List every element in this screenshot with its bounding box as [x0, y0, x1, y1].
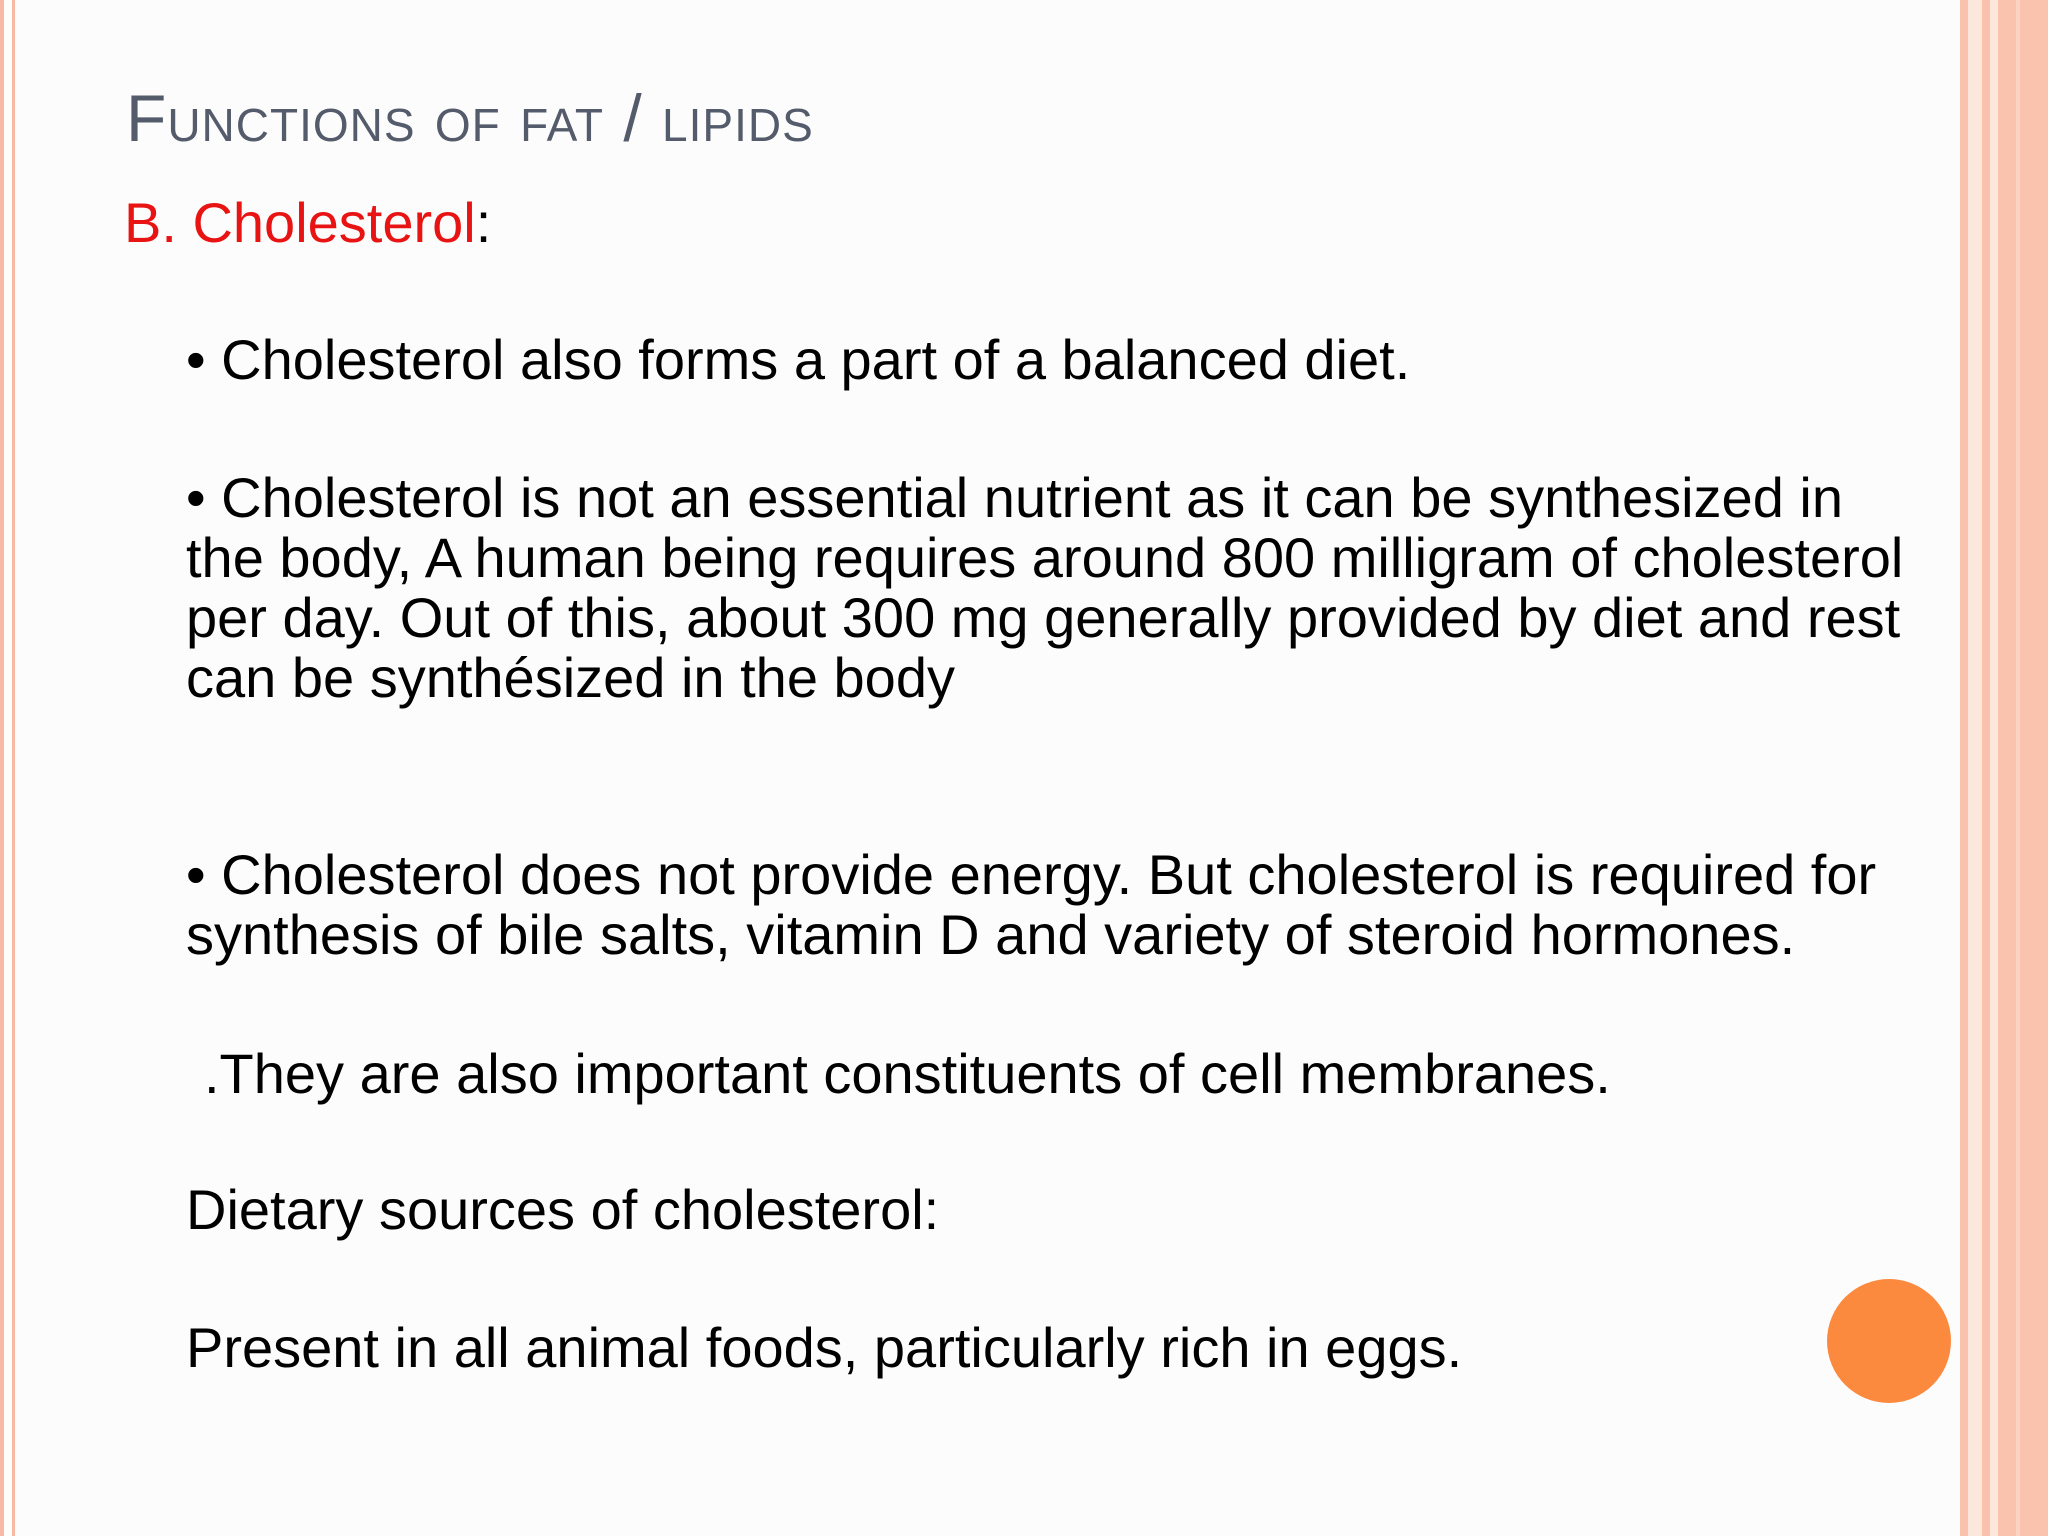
bullet-not-essential-nutrient: • Cholesterol is not an essential nutrient as it can be synthesized in the body, A human being requires around 800 milligram of cholesterol per day. Out of this, about 300 mg generally provided by diet and rest can be synthésized in the body [186, 466, 1919, 709]
section-heading-label: B. Cholesterol [124, 191, 476, 254]
slide-title: Functions of fat / lipids [126, 81, 814, 155]
right-border-band-line [2016, 0, 2020, 1536]
right-border-band [1960, 0, 1968, 1536]
right-border-band [1998, 0, 2048, 1536]
left-border-line-inner [12, 0, 15, 1536]
decorative-orange-circle [1827, 1279, 1951, 1403]
section-heading-colon: : [475, 191, 492, 254]
dietary-sources-text: Present in all animal foods, particularly rich in eggs. [186, 1316, 1463, 1379]
bullet-no-energy: • Cholesterol does not provide energy. But cholesterol is required for synthesis of bile salts, vitamin D and variety of steroid hormones. [186, 843, 1892, 966]
bullet-balanced-diet: • Cholesterol also forms a part of a balanced diet. [186, 328, 1411, 391]
cell-membrane-note: .They are also important constituents of cell membranes. [204, 1042, 1611, 1105]
left-border-line [0, 0, 4, 1536]
right-border-band [1968, 0, 1982, 1536]
dietary-sources-heading: Dietary sources of cholesterol: [186, 1178, 940, 1241]
section-heading [124, 190, 491, 255]
right-border-band [1982, 0, 1990, 1536]
right-border-band [1990, 0, 1998, 1536]
